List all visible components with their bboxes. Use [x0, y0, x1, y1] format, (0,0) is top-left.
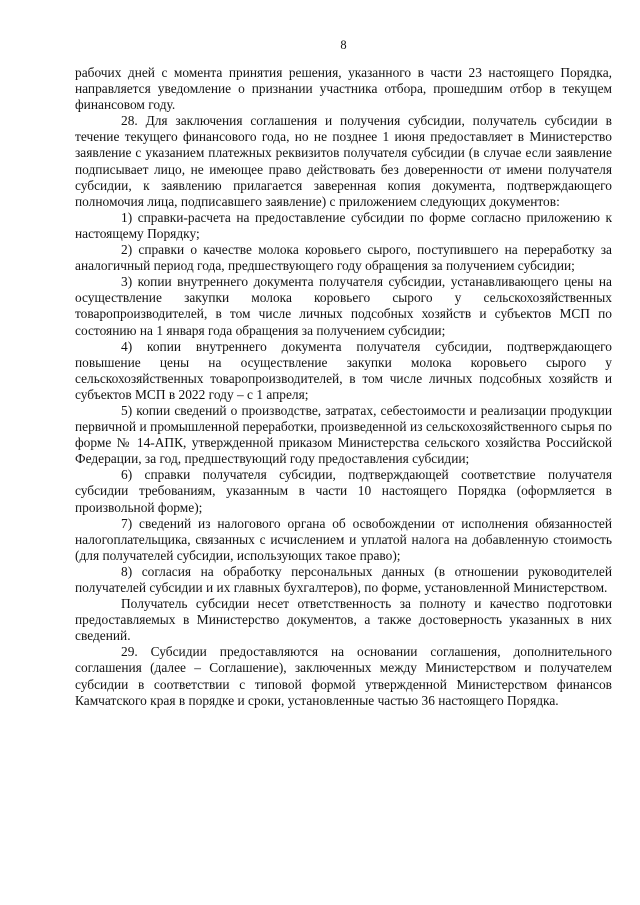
list-item-5: 5) копии сведений о производстве, затратах, себестоимости и реализации продукции первичной и промышленной переработки, произведенной из сельскохозяйственного сырья по форме № 14-АПК, утвержденной приказом Министерства сельского хозяйства Российской Федерации, за год, предшествующий году предоставления субсидии;: [75, 402, 612, 467]
page-number: 8: [340, 38, 347, 52]
document-body: [75, 65, 612, 709]
paragraph-clause-29: 29. Субсидии предоставляются на основании соглашения, дополнительного соглашения (далее – Соглашение), заключенных между Министерством и получателем субсидии в соответствии с типовой формой утвержденной Министерством финансов Камчатского края в порядке и сроки, установленные частью 36 настоящего Порядка.: [75, 644, 612, 708]
list-item-2: 2) справки о качестве молока коровьего сырого, поступившего на переработку за аналогичный период года, предшествующего году обращения за получением субсидии;: [75, 242, 612, 274]
list-item-8: 8) согласия на обработку персональных данных (в отношении руководителей получателей субсидии и их главных бухгалтеров), по форме, установленной Министерством.: [75, 563, 612, 595]
list-item-1: 1) справки-расчета на предоставление субсидии по форме согласно приложению к настоящему Порядку;: [75, 209, 612, 241]
paragraph-responsibility: Получатель субсидии несет ответственность за полноту и качество подготовки предоставляемых в Министерство документов, а также достоверность указанных в них сведений.: [75, 596, 612, 644]
list-item-7: 7) сведений из налогового органа об освобождении от исполнения обязанностей налогоплательщика, связанных с исчислением и уплатой налога на добавленную стоимость (для получателей субсидии, использующих такое право);: [75, 515, 612, 563]
paragraph-clause-28: 28. Для заключения соглашения и получения субсидии, получатель субсидии в течение текущего финансового года, но не позднее 1 июня предоставляет в Министерство заявление с указанием платежных реквизитов получателя субсидии (в случае если заявление подписывает лицо, не имеющее право действовать без доверенности от имени получателя субсидии, к заявлению прилагается заверенная копия документа, подтверждающего полномочия лица, подписавшего заявление) с приложением следующих документов:: [75, 113, 612, 209]
list-item-3: 3) копии внутреннего документа получателя субсидии, устанавливающего цены на осуществление закупки молока коровьего сырого у сельскохозяйственных товаропроизводителей, в том числе личных подсобных хозяйств и субъектов МСП по состоянию на 1 января года обращения за получением субсидии;: [75, 274, 612, 338]
list-item-4: 4) копии внутреннего документа получателя субсидии, подтверждающего повышение цены на осуществление закупки молока коровьего сырого у сельскохозяйственных товаропроизводителей, в том числе личных подсобных хозяйств и субъектов МСП в 2022 году – с 1 апреля;: [75, 338, 612, 402]
paragraph-continuation: рабочих дней с момента принятия решения, указанного в части 23 настоящего Порядка, направляется уведомление о признании участника отбора, прошедшим отбор в текущем финансовом году.: [75, 65, 612, 113]
list-item-6: 6) справки получателя субсидии, подтверждающей соответствие получателя субсидии требованиям, указанным в части 10 настоящего Порядка (оформляется в произвольной форме);: [75, 467, 612, 515]
